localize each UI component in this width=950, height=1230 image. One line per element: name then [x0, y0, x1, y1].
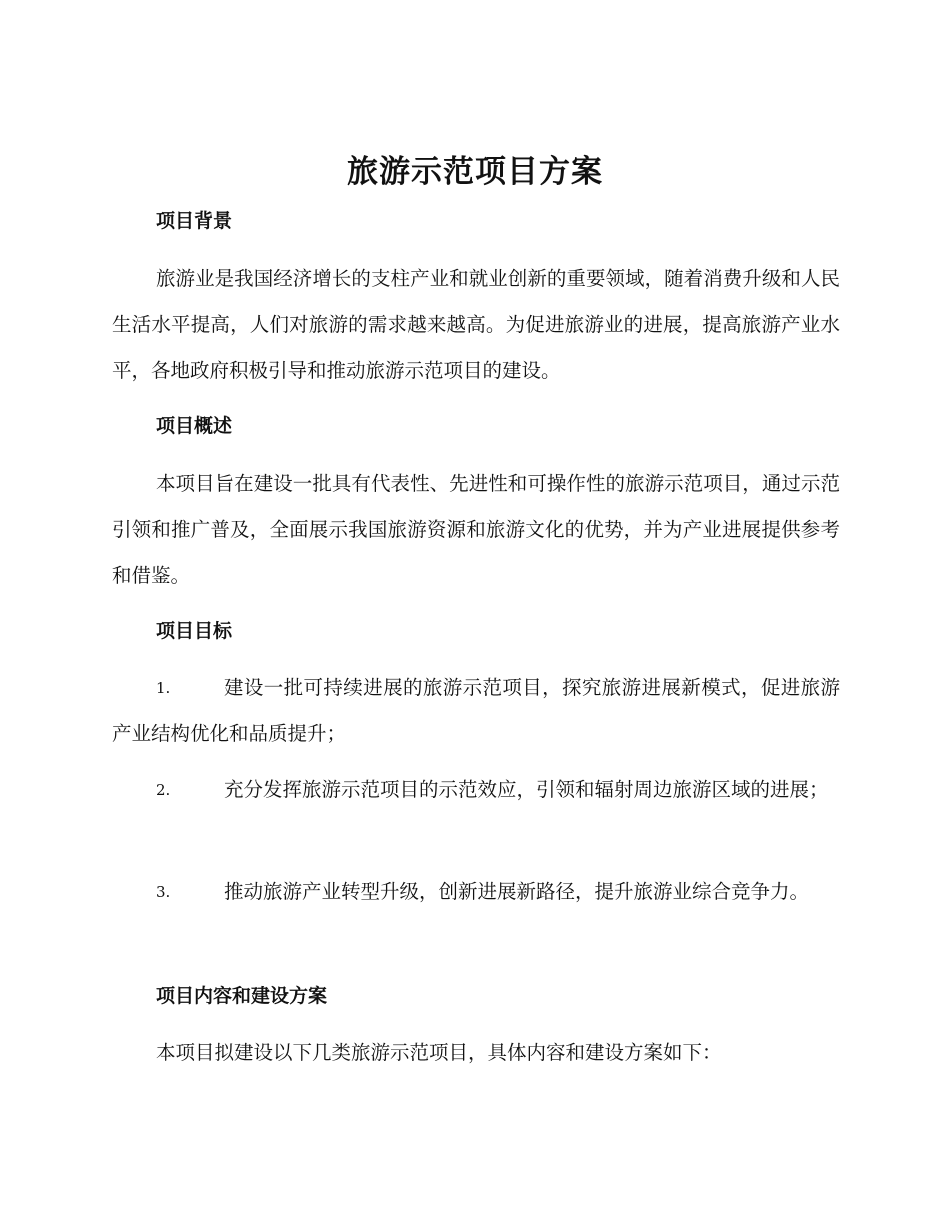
list-item-text: 建设一批可持续进展的旅游示范项目，探究旅游进展新模式，促进旅游产业结构优化和品质提升； [112, 676, 840, 745]
list-item-text: 推动旅游产业转型升级，创新进展新路径，提升旅游业综合竞争力。 [224, 880, 810, 903]
section-paragraph-overview: 本项目旨在建设一批具有代表性、先进性和可操作性的旅游示范项目，通过示范引领和推广普及，全面展示我国旅游资源和旅游文化的优势，并为产业进展提供参考和借鉴。 [112, 472, 840, 587]
section-heading-goals: 项目目标 [156, 620, 233, 642]
section-paragraph-background: 旅游业是我国经济增长的支柱产业和就业创新的重要领域，随着消费升级和人民生活水平提高，人们对旅游的需求越来越高。为促进旅游业的进展，提高旅游产业水平，各地政府积极引导和推动旅游示范项目的建设。 [112, 267, 840, 382]
list-item-number: 3. [156, 883, 171, 901]
section-paragraph-content-plan: 本项目拟建设以下几类旅游示范项目，具体内容和建设方案如下： [156, 1041, 722, 1064]
section-heading-content-plan: 项目内容和建设方案 [156, 985, 328, 1007]
goal-list-item [112, 767, 840, 813]
document-title: 旅游示范项目方案 [347, 154, 603, 190]
list-item-number: 1. [156, 679, 171, 697]
goal-list-item [112, 665, 840, 757]
section-heading-background: 项目背景 [156, 210, 233, 232]
section-heading-overview: 项目概述 [156, 415, 233, 437]
list-item-text: 充分发挥旅游示范项目的示范效应，引领和辐射周边旅游区域的进展； [224, 778, 829, 801]
list-item-number: 2. [156, 781, 171, 799]
goal-list-item [112, 869, 840, 915]
